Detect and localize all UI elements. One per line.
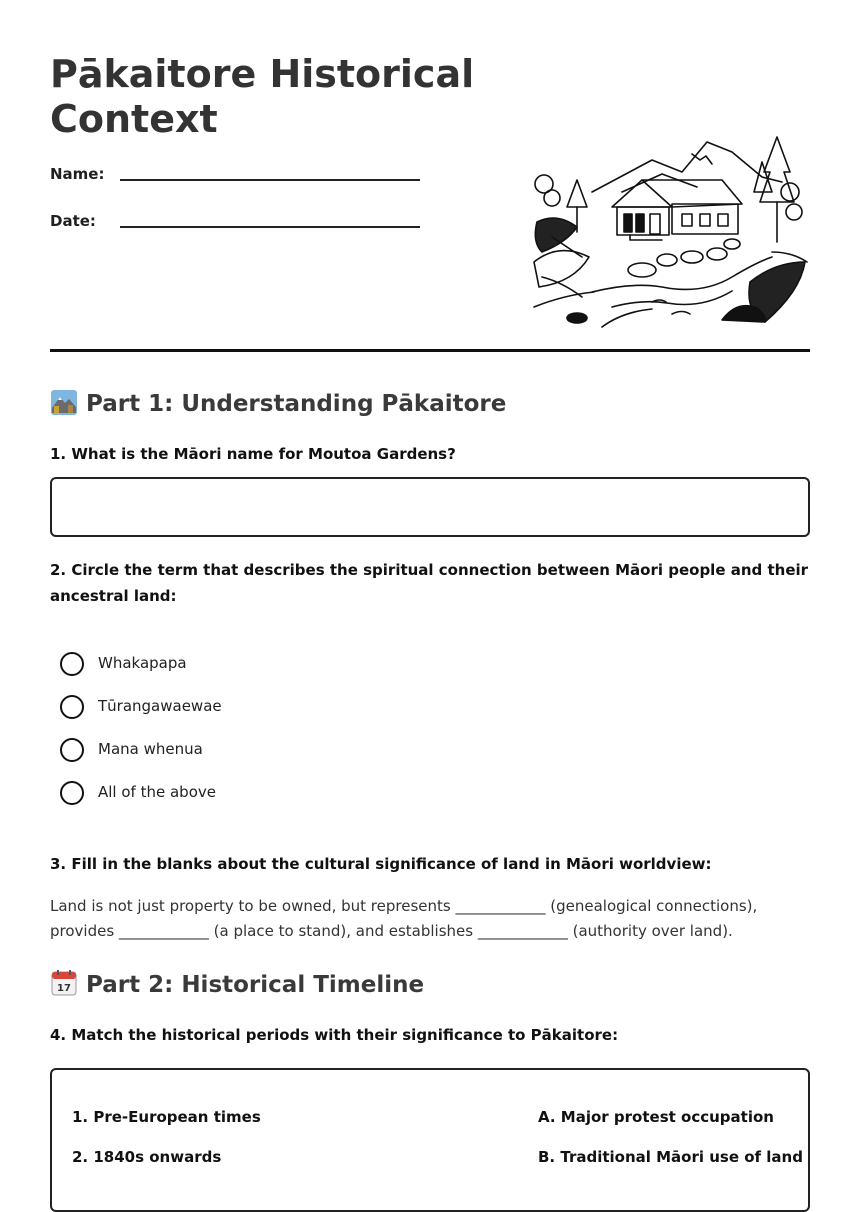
header-divider bbox=[50, 349, 810, 352]
matching-box bbox=[50, 1068, 810, 1212]
mountain-cityscape-icon bbox=[50, 388, 78, 416]
match-left-item[interactable]: 1. Pre-European times bbox=[72, 1108, 261, 1126]
svg-text:17: 17 bbox=[57, 983, 71, 994]
page-title: Pākaitore Historical Context bbox=[50, 52, 475, 141]
radio-circle[interactable] bbox=[60, 738, 84, 762]
question-3: 3. Fill in the blanks about the cultural significance of land in Māori worldview: bbox=[50, 855, 712, 873]
radio-circle[interactable] bbox=[60, 695, 84, 719]
question-2: 2. Circle the term that describes the spiritual connection between Māori people and their ancestral land: bbox=[50, 561, 809, 605]
match-right-item[interactable]: A. Major protest occupation bbox=[538, 1108, 774, 1126]
option-label: Mana whenua bbox=[98, 740, 203, 758]
option-label: All of the above bbox=[98, 783, 216, 801]
part2-heading-text: Part 2: Historical Timeline bbox=[86, 972, 425, 998]
question-4: 4. Match the historical periods with their significance to Pākaitore: bbox=[50, 1026, 619, 1044]
radio-circle[interactable] bbox=[60, 652, 84, 676]
name-label: Name: bbox=[50, 165, 105, 183]
date-label: Date: bbox=[50, 212, 96, 230]
question-1: 1. What is the Māori name for Moutoa Gardens? bbox=[50, 445, 456, 463]
radio-circle[interactable] bbox=[60, 781, 84, 805]
marae-landscape-illustration bbox=[532, 132, 810, 332]
match-right-item[interactable]: B. Traditional Māori use of land bbox=[538, 1148, 803, 1166]
part2-heading bbox=[50, 969, 424, 998]
option-label: Tūrangawaewae bbox=[98, 697, 222, 715]
option-label: Whakapapa bbox=[98, 654, 187, 672]
question-3-fill-in-text: Land is not just property to be owned, but represents ____________ (genealogical connections), provides ____________ (a place to stand), and establishes ____________ (authority over land). bbox=[50, 897, 758, 940]
match-left-item[interactable]: 2. 1840s onwards bbox=[72, 1148, 222, 1166]
name-line[interactable] bbox=[120, 179, 420, 181]
question-1-answer-box[interactable] bbox=[50, 477, 810, 537]
part1-heading-text: Part 1: Understanding Pākaitore bbox=[86, 391, 507, 417]
calendar-icon bbox=[50, 969, 78, 997]
part1-heading bbox=[50, 388, 506, 417]
date-line[interactable] bbox=[120, 226, 420, 228]
